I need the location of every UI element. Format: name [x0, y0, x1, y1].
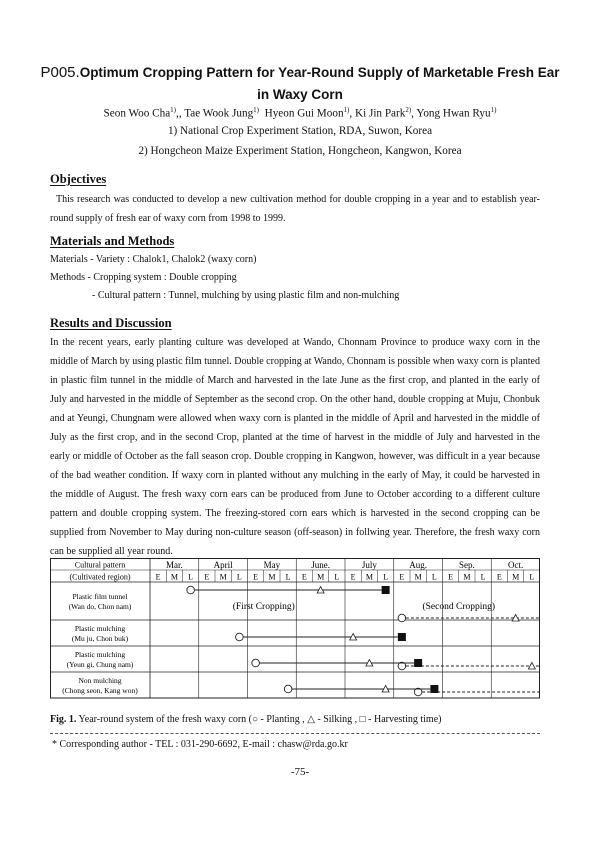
- methods-line-pattern: - Cultural pattern : Tunnel, mulching by using plastic film and non-mulching: [92, 290, 400, 301]
- planting-marker-4: [252, 659, 260, 667]
- period-label: E: [399, 572, 405, 582]
- row-region-0: (Wan do, Chon nam): [68, 602, 132, 611]
- month-label: May: [263, 560, 281, 570]
- author-affiliation-mark: 1): [170, 106, 177, 114]
- row-region-3: (Chong seon, Kang won): [62, 686, 138, 695]
- figure-label: Fig. 1.: [50, 714, 77, 725]
- period-label: M: [365, 572, 373, 582]
- author-affiliation-mark: 1): [490, 106, 497, 114]
- header-pattern: Cultural pattern: [74, 560, 126, 570]
- period-label: E: [301, 572, 307, 582]
- period-label: M: [463, 572, 471, 582]
- footnote-divider: [50, 733, 540, 734]
- harvest-marker-2: [398, 633, 406, 641]
- author-affiliation-mark: 1): [253, 106, 260, 114]
- author-3: Ki Jin Park: [354, 107, 406, 120]
- period-label: E: [253, 572, 259, 582]
- page-number: -75-: [290, 766, 310, 778]
- abstract-code: P005.: [40, 64, 80, 81]
- methods-heading: Materials and Methods: [50, 234, 175, 248]
- header-region: (Cultivated region): [69, 572, 131, 582]
- methods-line-materials: Materials - Variety : Chalok1, Chalok2 (waxy corn): [50, 254, 257, 265]
- month-label: July: [361, 560, 377, 570]
- period-label: E: [204, 572, 210, 582]
- author-list: [0, 106, 600, 120]
- period-label: M: [219, 572, 227, 582]
- period-label: L: [529, 572, 535, 582]
- figure-caption-text: Year-round system of the fresh waxy corn (○ - Planting , △ - Silking , □ - Harvesting time): [78, 714, 442, 725]
- harvest-marker-0: [382, 586, 390, 594]
- planting-marker-0: [187, 586, 195, 594]
- month-label: Aug.: [409, 560, 427, 570]
- author-0: Seon Woo Cha: [103, 107, 171, 120]
- period-label: L: [383, 572, 389, 582]
- row-region-1: (Mu ju, Chon buk): [71, 634, 129, 643]
- author-1: Tae Wook Jung: [184, 107, 254, 120]
- affiliation-2: 2) Hongcheon Maize Experiment Station, Hongcheon, Kangwon, Korea: [138, 145, 462, 157]
- objectives-heading: Objectives: [50, 172, 107, 186]
- cropping-schedule-figure: [50, 558, 540, 708]
- harvest-marker-4: [414, 659, 422, 667]
- row-pattern-0: Plastic film tunnel: [72, 592, 128, 601]
- first-cropping-label: (First Cropping): [232, 602, 295, 612]
- author-4: Yong Hwan Ryu: [416, 107, 491, 120]
- period-label: L: [236, 572, 242, 582]
- period-label: E: [350, 572, 356, 582]
- row-pattern-1: Plastic mulching: [74, 624, 126, 633]
- period-label: L: [188, 572, 194, 582]
- month-label: Mar.: [166, 560, 183, 570]
- author-separator: ,,: [176, 107, 185, 120]
- author-affiliation-mark: 2): [405, 106, 412, 114]
- period-label: L: [285, 572, 291, 582]
- title-line-2: in Waxy Corn: [257, 87, 343, 102]
- period-label: L: [480, 572, 486, 582]
- period-label: E: [155, 572, 161, 582]
- period-label: E: [496, 572, 502, 582]
- planting-marker-6: [284, 685, 292, 693]
- author-separator: ,: [411, 107, 417, 120]
- period-label: M: [170, 572, 178, 582]
- period-label: M: [317, 572, 325, 582]
- affiliation-1: 1) National Crop Experiment Station, RDA, Suwon, Korea: [167, 125, 433, 137]
- period-label: L: [431, 572, 437, 582]
- silking-marker-3: [528, 663, 535, 670]
- period-label: L: [334, 572, 340, 582]
- results-text: In the recent years, early planting culture was developed at Wando, Chonnam Province to produce waxy corn in the middle of March by using plastic film tunnel. Double cropping at Wando, Chonnam is possible when waxy corn is planted in plastic film tunnel in the middle of March and harvested in the late June as the first crop, and planted in the early of July and harvested in the middle of September as the second crop. On the other hand, double cropping at Muju, Chonbuk and at Yeungi, Chungnam were allowed when waxy corn is planted in the middle of April and harvested in the middle of July as the first crop, and in the second Crop, planted at the time of harvest in the middle of July and harvested in the early or middle of October as the fall season crop. Double cropping in Kangwon, however, was difficult in a year because of the bad weather condition. If waxy corn in planted without any mulching in the early of May, it could be harvested in the middle of August. The fresh waxy corn ears can be produced from June to October according to a different culture pattern and double cropping system. The freezing-stored corn ears which is harvested in the second cropping can be supplied from November to May during non-culture season (off-season) in follwing year. Therefore, the fresh waxy corn can be supplied all year round.: [50, 337, 540, 557]
- methods-line-system: Methods - Cropping system : Double cropping: [50, 272, 237, 283]
- period-label: M: [414, 572, 422, 582]
- author-separator: ,: [349, 107, 355, 120]
- footnote: * Corresponding author - TEL : 031-290-6692, E-mail : chasw@rda.go.kr: [52, 739, 348, 750]
- row-region-2: (Yeun gi, Chung nam): [66, 660, 134, 669]
- period-label: E: [448, 572, 454, 582]
- planting-marker-1: [398, 614, 406, 622]
- paper-title: [20, 62, 580, 106]
- title-line-1: Optimum Cropping Pattern for Year-Round Supply of Marketable Fresh Ear: [79, 65, 560, 80]
- figure-caption: [50, 714, 441, 725]
- period-label: M: [268, 572, 276, 582]
- row-pattern-3: Non mulching: [78, 676, 122, 685]
- results-heading: Results and Discussion: [50, 316, 172, 330]
- author-affiliation-mark: 1): [343, 106, 350, 114]
- month-label: June.: [311, 560, 330, 570]
- harvest-marker-6: [430, 685, 438, 693]
- second-cropping-label: (Second Cropping): [422, 602, 496, 612]
- author-2: Hyeon Gui Moon: [264, 107, 344, 120]
- month-label: Sep.: [459, 560, 475, 570]
- month-label: April: [213, 560, 233, 570]
- objectives-text: This research was conducted to develop a new cultivation method for double cropping in a year and to establish year-round supply of fresh ear of waxy corn from 1998 to 1999.: [50, 194, 540, 224]
- period-label: M: [512, 572, 520, 582]
- row-pattern-2: Plastic mulching: [74, 650, 126, 659]
- month-label: Oct.: [508, 560, 524, 570]
- planting-marker-2: [236, 633, 244, 641]
